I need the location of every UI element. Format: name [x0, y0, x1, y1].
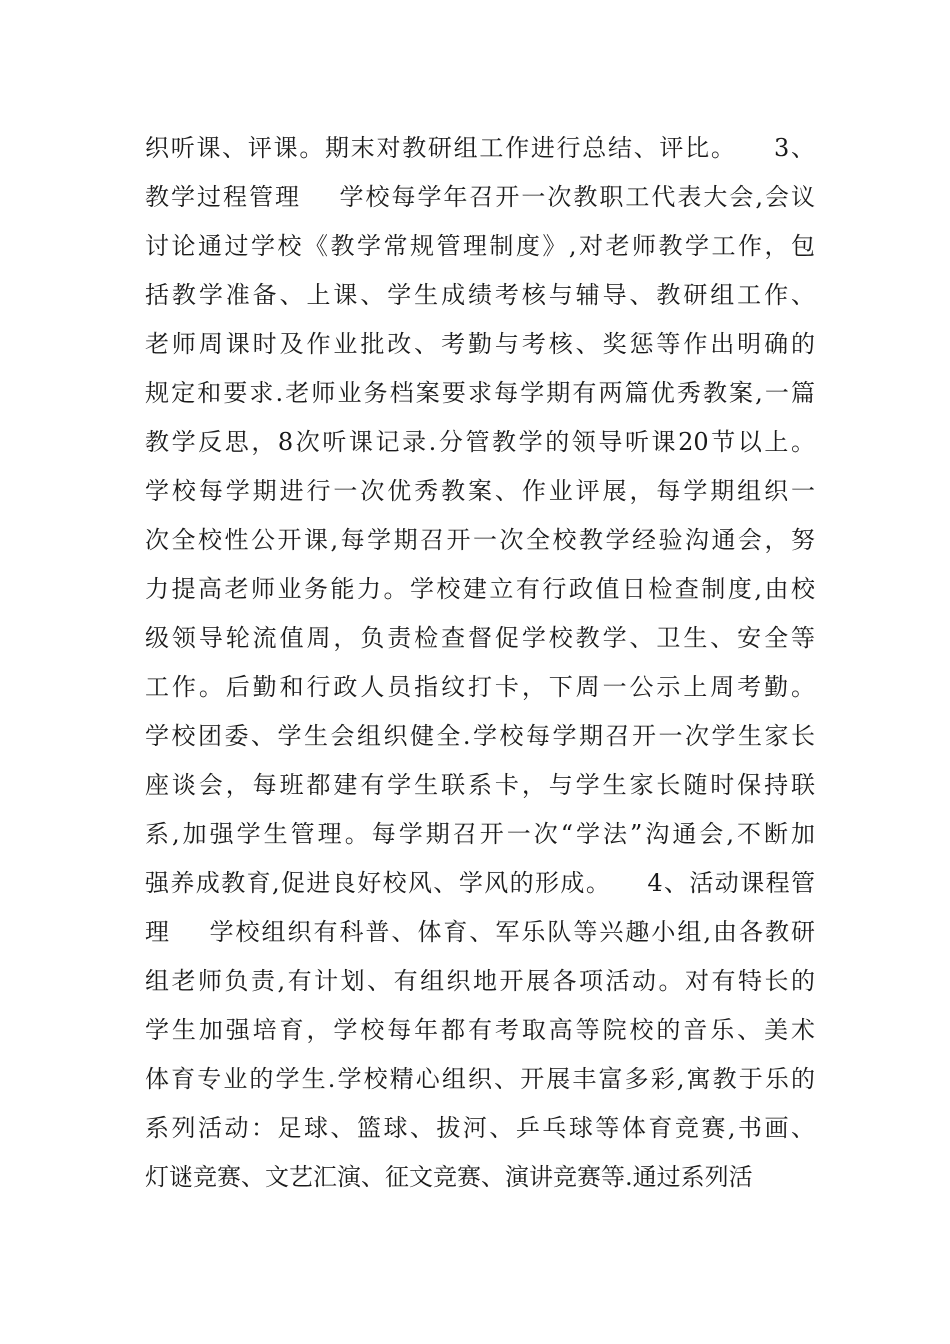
text-line: 强养成教育,促进良好校风、学风的形成。 4、活动课程管: [145, 869, 815, 897]
text-line: 教学反思，8次听课记录.分管教学的领导听课20节以上。: [145, 428, 815, 456]
text-line: 力提高老师业务能力。学校建立有行政值日检查制度,由校: [145, 575, 815, 603]
text-line: 学校团委、学生会组织健全.学校每学期召开一次学生家长: [145, 722, 815, 750]
text-line: 灯谜竞赛、文艺汇演、征文竞赛、演讲竞赛等.通过系列活: [145, 1163, 753, 1191]
text-line: 座谈会，每班都建有学生联系卡，与学生家长随时保持联: [145, 771, 815, 799]
text-line: 次全校性公开课,每学期召开一次全校教学经验沟通会，努: [145, 526, 815, 554]
text-line: 系列活动：足球、篮球、拔河、乒乓球等体育竞赛,书画、: [145, 1114, 815, 1142]
text-line: 体育专业的学生.学校精心组织、开展丰富多彩,寓教于乐的: [145, 1065, 815, 1093]
text-line: 级领导轮流值周，负责检查督促学校教学、卫生、安全等: [145, 624, 815, 652]
text-line: 老师周课时及作业批改、考勤与考核、奖惩等作出明确的: [145, 330, 815, 358]
text-line: 工作。后勤和行政人员指纹打卡，下周一公示上周考勤。: [145, 673, 815, 701]
text-line: 织听课、评课。期末对教研组工作进行总结、评比。 3、: [145, 134, 815, 162]
text-line: 教学过程管理 学校每学年召开一次教职工代表大会,会议: [145, 183, 815, 211]
text-line: 学生加强培育，学校每年都有考取高等院校的音乐、美术: [145, 1016, 815, 1044]
text-line: 括教学准备、上课、学生成绩考核与辅导、教研组工作、: [145, 281, 815, 309]
text-line: 规定和要求.老师业务档案要求每学期有两篇优秀教案,一篇: [145, 379, 815, 407]
text-line: 组老师负责,有计划、有组织地开展各项活动。对有特长的: [145, 967, 815, 995]
text-line: 学校每学期进行一次优秀教案、作业评展，每学期组织一: [145, 477, 815, 505]
body-text: [145, 124, 815, 1202]
text-line: 讨论通过学校《教学常规管理制度》,对老师教学工作，包: [145, 232, 815, 260]
text-line: 系,加强学生管理。每学期召开一次“学法”沟通会,不断加: [145, 820, 815, 848]
text-line: 理 学校组织有科普、体育、军乐队等兴趣小组,由各教研: [145, 918, 815, 946]
